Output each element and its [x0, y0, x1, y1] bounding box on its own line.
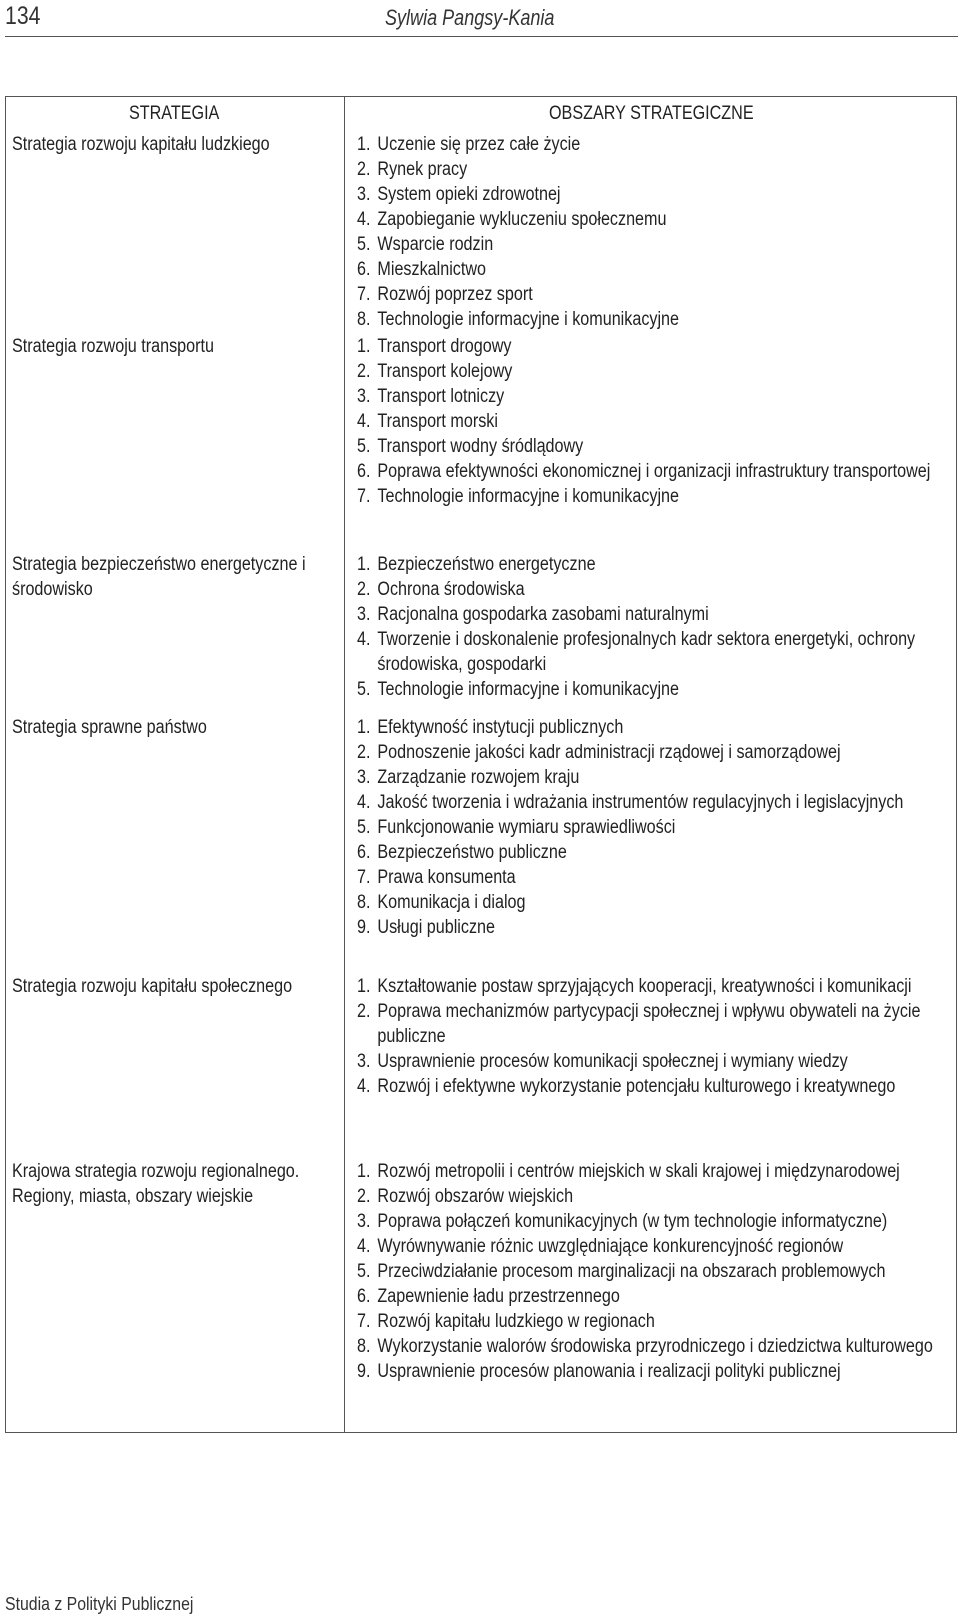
- list-item: [357, 677, 944, 702]
- item-text: System opieki zdrowotnej: [377, 184, 561, 205]
- strategy-name: Strategia rozwoju kapitału ludzkiego: [12, 134, 270, 155]
- item-number: 3.: [357, 1211, 371, 1232]
- item-number: 8.: [357, 309, 371, 330]
- item-number: 7.: [357, 867, 371, 888]
- item-number: 2.: [357, 742, 371, 763]
- area-list: [357, 974, 944, 1099]
- item-text: Transport wodny śródlądowy: [377, 436, 584, 457]
- list-item: [357, 840, 944, 865]
- list-item: [357, 999, 944, 1049]
- item-number: 8.: [357, 892, 371, 913]
- list-item: [357, 1359, 944, 1384]
- list-item: [357, 1284, 944, 1309]
- list-item: [357, 232, 944, 257]
- item-number: 3.: [357, 767, 371, 788]
- item-number: 6.: [357, 1286, 371, 1307]
- list-item: [357, 207, 944, 232]
- item-number: 2.: [357, 579, 371, 600]
- journal-footer: Studia z Polityki Publicznej: [5, 1594, 194, 1614]
- item-text: Transport lotniczy: [377, 386, 505, 407]
- item-number: 4.: [357, 1076, 371, 1097]
- item-number: 2.: [357, 361, 371, 382]
- list-item: [357, 157, 944, 182]
- item-text: Uczenie się przez całe życie: [377, 134, 581, 155]
- item-number: 2.: [357, 159, 371, 180]
- list-item: [357, 334, 944, 359]
- item-number: 7.: [357, 486, 371, 507]
- strategy-name: Strategia rozwoju kapitału społecznego: [12, 976, 293, 997]
- item-text: Kształtowanie postaw sprzyjających kooperacji, kreatywności i komunikacji: [377, 976, 912, 997]
- item-text: Podnoszenie jakości kadr administracji rządowej i samorządowej: [377, 742, 841, 763]
- item-number: 7.: [357, 1311, 371, 1332]
- list-item: [357, 257, 944, 282]
- strategy-name: Strategia rozwoju transportu: [12, 336, 214, 357]
- list-item: [357, 715, 944, 740]
- list-item: [357, 602, 944, 627]
- item-text: Efektywność instytucji publicznych: [377, 717, 624, 738]
- item-text: Komunikacja i dialog: [377, 892, 526, 913]
- list-item: [357, 765, 944, 790]
- item-text: Wykorzystanie walorów środowiska przyrodniczego i dziedzictwa kulturowego: [377, 1336, 933, 1357]
- list-item: [357, 1159, 944, 1184]
- item-number: 3.: [357, 1051, 371, 1072]
- list-item: [357, 132, 944, 157]
- item-text: Funkcjonowanie wymiaru sprawiedliwości: [377, 817, 676, 838]
- list-item: [357, 1184, 944, 1209]
- item-text: Przeciwdziałanie procesom marginalizacji na obszarach problemowych: [377, 1261, 886, 1282]
- item-number: 1.: [357, 554, 371, 575]
- item-text: Rozwój i efektywne wykorzystanie potencjału kulturowego i kreatywnego: [377, 1076, 896, 1097]
- item-text: Racjonalna gospodarka zasobami naturalnymi: [377, 604, 709, 625]
- list-item: [357, 1309, 944, 1334]
- item-number: 4.: [357, 411, 371, 432]
- list-item: [357, 915, 944, 940]
- item-number: 5.: [357, 679, 371, 700]
- running-title: Sylwia Pangsy-Kania: [385, 5, 555, 30]
- list-item: [357, 459, 944, 484]
- item-number: 8.: [357, 1336, 371, 1357]
- item-text: Zapewnienie ładu przestrzennego: [377, 1286, 620, 1307]
- item-number: 2.: [357, 1186, 371, 1207]
- item-text: Tworzenie i doskonalenie profesjonalnych kadr sektora energetyki, ochrony środowiska, gospodarki: [377, 629, 916, 675]
- list-item: [357, 1334, 944, 1359]
- item-number: 4.: [357, 792, 371, 813]
- item-number: 3.: [357, 386, 371, 407]
- item-number: 4.: [357, 629, 371, 650]
- item-number: 1.: [357, 1161, 371, 1182]
- item-text: Transport kolejowy: [377, 361, 513, 382]
- strategy-name: Krajowa strategia rozwoju regionalnego. Regiony, miasta, obszary wiejskie: [12, 1161, 300, 1207]
- list-item: [357, 1049, 944, 1074]
- item-text: Rozwój obszarów wiejskich: [377, 1186, 574, 1207]
- item-text: Mieszkalnictwo: [377, 259, 487, 280]
- list-item: [357, 307, 944, 332]
- item-number: 3.: [357, 184, 371, 205]
- item-text: Rynek pracy: [377, 159, 468, 180]
- item-text: Rozwój metropolii i centrów miejskich w skali krajowej i międzynarodowej: [377, 1161, 900, 1182]
- item-number: 5.: [357, 436, 371, 457]
- list-item: [357, 740, 944, 765]
- list-item: [357, 890, 944, 915]
- page-header: [0, 0, 960, 36]
- header-rule: [5, 36, 958, 37]
- item-number: 2.: [357, 1001, 371, 1022]
- area-list: [357, 715, 944, 940]
- item-text: Usprawnienie procesów komunikacji społecznej i wymiany wiedzy: [377, 1051, 848, 1072]
- list-item: [357, 790, 944, 815]
- item-number: 4.: [357, 209, 371, 230]
- item-text: Poprawa efektywności ekonomicznej i organizacji infrastruktury transportowej: [377, 461, 931, 482]
- list-item: [357, 434, 944, 459]
- item-number: 1.: [357, 717, 371, 738]
- item-number: 7.: [357, 284, 371, 305]
- item-number: 6.: [357, 842, 371, 863]
- item-text: Transport morski: [377, 411, 498, 432]
- item-text: Rozwój kapitału ludzkiego w regionach: [377, 1311, 655, 1332]
- list-item: [357, 1074, 944, 1099]
- item-text: Bezpieczeństwo publiczne: [377, 842, 567, 863]
- list-item: [357, 282, 944, 307]
- list-item: [357, 182, 944, 207]
- item-text: Rozwój poprzez sport: [377, 284, 533, 305]
- item-text: Bezpieczeństwo energetyczne: [377, 554, 596, 575]
- item-number: 6.: [357, 461, 371, 482]
- list-item: [357, 484, 944, 509]
- item-number: 1.: [357, 976, 371, 997]
- item-text: Ochrona środowiska: [377, 579, 525, 600]
- item-text: Poprawa mechanizmów partycypacji społecznej i wpływu obywateli na życie publiczne: [377, 1001, 921, 1047]
- list-item: [357, 1259, 944, 1284]
- item-text: Zarządzanie rozwojem kraju: [377, 767, 580, 788]
- list-item: [357, 552, 944, 577]
- item-text: Zapobieganie wykluczeniu społecznemu: [377, 209, 667, 230]
- list-item: [357, 1209, 944, 1234]
- item-text: Wsparcie rodzin: [377, 234, 494, 255]
- strategy-name: Strategia bezpieczeństwo energetyczne i środowisko: [12, 554, 306, 600]
- item-number: 3.: [357, 604, 371, 625]
- item-text: Usprawnienie procesów planowania i realizacji polityki publicznej: [377, 1361, 841, 1382]
- area-list: [357, 552, 944, 702]
- area-list: [357, 1159, 944, 1384]
- list-item: [357, 359, 944, 384]
- item-number: 1.: [357, 336, 371, 357]
- list-item: [357, 815, 944, 840]
- item-text: Jakość tworzenia i wdrażania instrumentów regulacyjnych i legislacyjnych: [377, 792, 904, 813]
- item-number: 1.: [357, 134, 371, 155]
- item-text: Technologie informacyjne i komunikacyjne: [377, 486, 680, 507]
- item-number: 5.: [357, 234, 371, 255]
- item-number: 9.: [357, 917, 371, 938]
- item-text: Technologie informacyjne i komunikacyjne: [377, 309, 680, 330]
- list-item: [357, 865, 944, 890]
- item-text: Transport drogowy: [377, 336, 512, 357]
- column-divider: [344, 96, 345, 1433]
- area-list: [357, 132, 944, 332]
- item-number: 4.: [357, 1236, 371, 1257]
- item-number: 5.: [357, 1261, 371, 1282]
- page-number: 134: [5, 2, 41, 30]
- item-number: 6.: [357, 259, 371, 280]
- item-number: 5.: [357, 817, 371, 838]
- item-text: Technologie informacyjne i komunikacyjne: [377, 679, 680, 700]
- item-text: Prawa konsumenta: [377, 867, 516, 888]
- column-header-strategy: STRATEGIA: [129, 103, 220, 124]
- list-item: [357, 1234, 944, 1259]
- item-text: Wyrównywanie różnic uwzględniające konkurencyjność regionów: [377, 1236, 844, 1257]
- list-item: [357, 384, 944, 409]
- item-number: 9.: [357, 1361, 371, 1382]
- strategy-name: Strategia sprawne państwo: [12, 717, 207, 738]
- area-list: [357, 334, 944, 509]
- item-text: Poprawa połączeń komunikacyjnych (w tym technologie informatyczne): [377, 1211, 888, 1232]
- list-item: [357, 974, 944, 999]
- column-header-areas: OBSZARY STRATEGICZNE: [549, 103, 754, 124]
- list-item: [357, 627, 944, 677]
- item-text: Usługi publiczne: [377, 917, 496, 938]
- list-item: [357, 409, 944, 434]
- list-item: [357, 577, 944, 602]
